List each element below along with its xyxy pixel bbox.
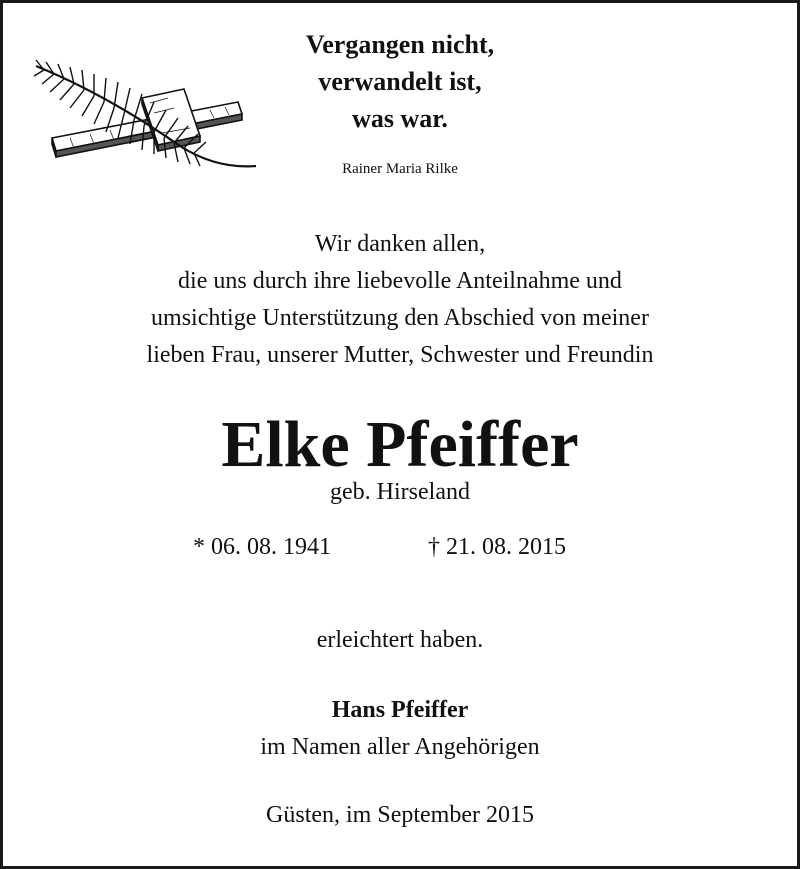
- death-date: † 21. 08. 2015: [428, 534, 566, 560]
- closing-text: erleichtert haben.: [316, 627, 484, 653]
- motto-attribution: Rainer Maria Rilke: [342, 161, 458, 177]
- thanks-line-2: die uns durch ihre liebevolle Anteilnahme und: [178, 268, 622, 294]
- birth-date: * 06. 08. 1941: [193, 534, 331, 560]
- deceased-name: Elke Pfeiffer: [221, 408, 579, 481]
- thanks-line-1: Wir danken allen,: [314, 231, 486, 257]
- motto-line-2: verwandelt ist,: [318, 67, 482, 96]
- motto-line-1: Vergangen nicht,: [305, 30, 495, 59]
- place-and-date: Güsten, im September 2015: [266, 802, 534, 828]
- signature-name: Hans Pfeiffer: [331, 697, 469, 723]
- thanks-line-4: lieben Frau, unserer Mutter, Schwester und Freundin: [146, 342, 654, 368]
- signature-note: im Namen aller Angehörigen: [260, 734, 540, 760]
- maiden-name: geb. Hirseland: [330, 479, 470, 505]
- motto-line-3: was war.: [352, 104, 448, 133]
- thanks-line-3: umsichtige Unterstützung den Abschied von meiner: [151, 305, 649, 331]
